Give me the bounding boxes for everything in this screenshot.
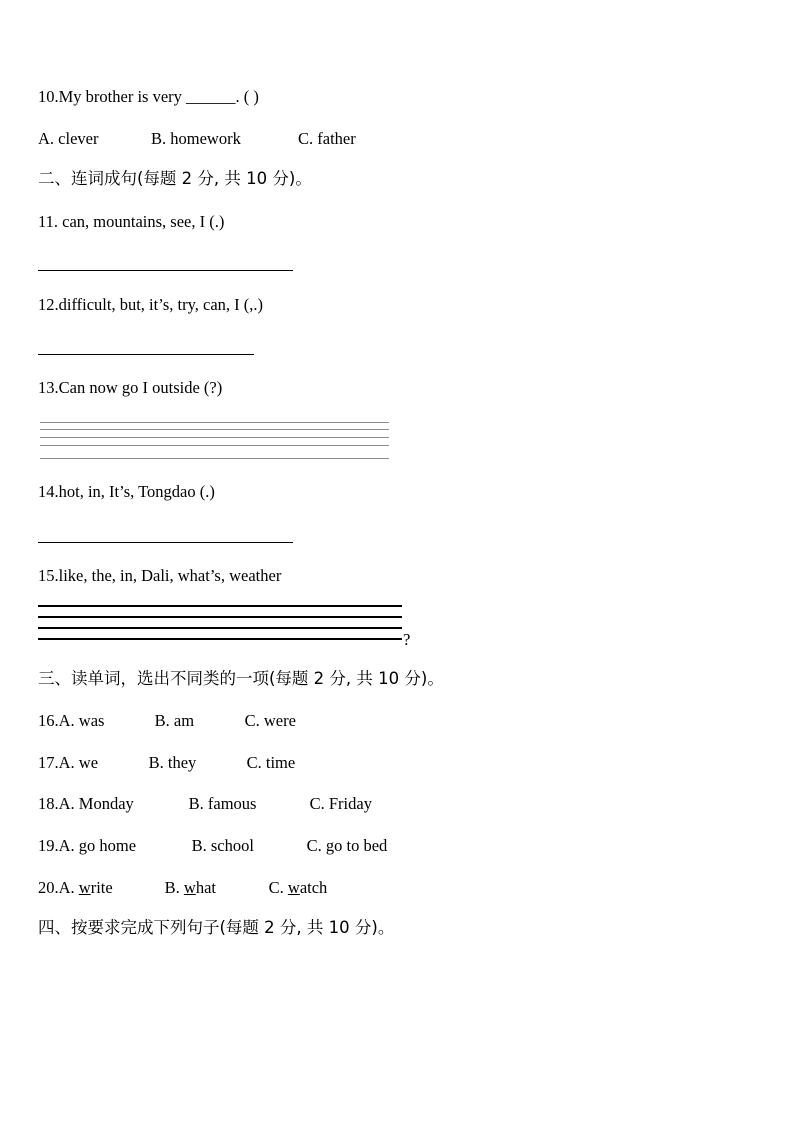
question-10-option-a: A. clever (38, 129, 99, 148)
question-19-option-a: A. go home (58, 836, 137, 855)
answer-line-13-4 (40, 445, 389, 446)
question-20 (38, 878, 327, 898)
question-20-option-b: B. what (164, 878, 216, 897)
answer-line-14 (38, 542, 293, 543)
question-14: 14.hot, in, It’s, Tongdao (.) (38, 482, 215, 501)
question-19-option-c: C. go to bed (306, 836, 388, 855)
question-16-number: 16. (38, 711, 59, 730)
question-17-option-c: C. time (246, 753, 296, 772)
section-3-heading: 三、读单词，选出不同类的一项(每题 2 分, 共 10 分)。 (38, 669, 444, 688)
question-16-option-b: B. am (154, 711, 195, 730)
question-19-option-b: B. school (191, 836, 254, 855)
question-16 (38, 711, 296, 731)
question-15-end-mark: ? (403, 630, 411, 649)
question-11: 11. can, mountains, see, I (.) (38, 212, 225, 231)
section-2-heading: 二、连词成句(每题 2 分, 共 10 分)。 (38, 169, 312, 188)
question-15: 15.like, the, in, Dali, what’s, weather (38, 566, 282, 585)
question-13: 13.Can now go I outside (?) (38, 378, 223, 397)
question-17-option-b: B. they (148, 753, 197, 772)
question-18-number: 18. (38, 794, 59, 813)
question-19-number: 19. (38, 836, 59, 855)
answer-line-13-5 (40, 458, 389, 459)
answer-line-12 (38, 354, 254, 355)
section-4-heading: 四、按要求完成下列句子(每题 2 分, 共 10 分)。 (38, 918, 395, 937)
answer-line-13-2 (40, 429, 389, 430)
answer-line-13-1 (40, 422, 389, 423)
question-20-number: 20. (38, 878, 59, 897)
question-10-option-c: C. father (298, 129, 356, 148)
question-16-option-a: A. was (58, 711, 105, 730)
question-12: 12.difficult, but, it’s, try, can, I (,.) (38, 295, 263, 314)
answer-line-15-3 (38, 627, 402, 629)
question-17-option-a: A. we (58, 753, 99, 772)
question-18-option-a: A. Monday (58, 794, 134, 813)
question-10-options (38, 129, 356, 149)
question-17 (38, 753, 295, 773)
answer-line-15-2 (38, 616, 402, 618)
question-18-option-b: B. famous (188, 794, 257, 813)
question-18 (38, 794, 372, 814)
question-10-option-b: B. homework (151, 129, 241, 148)
answer-line-11 (38, 270, 293, 271)
answer-line-15-1 (38, 605, 402, 607)
question-19 (38, 836, 387, 856)
answer-line-15-4 (38, 638, 402, 640)
question-10-stem: 10.My brother is very ______. ( ) (38, 87, 259, 106)
question-20-option-c: C. watch (268, 878, 328, 897)
question-16-option-c: C. were (244, 711, 296, 730)
question-18-option-c: C. Friday (309, 794, 372, 813)
question-20-option-a: A. write (58, 878, 113, 897)
answer-line-13-3 (40, 437, 389, 438)
question-10 (38, 87, 259, 107)
question-17-number: 17. (38, 753, 59, 772)
